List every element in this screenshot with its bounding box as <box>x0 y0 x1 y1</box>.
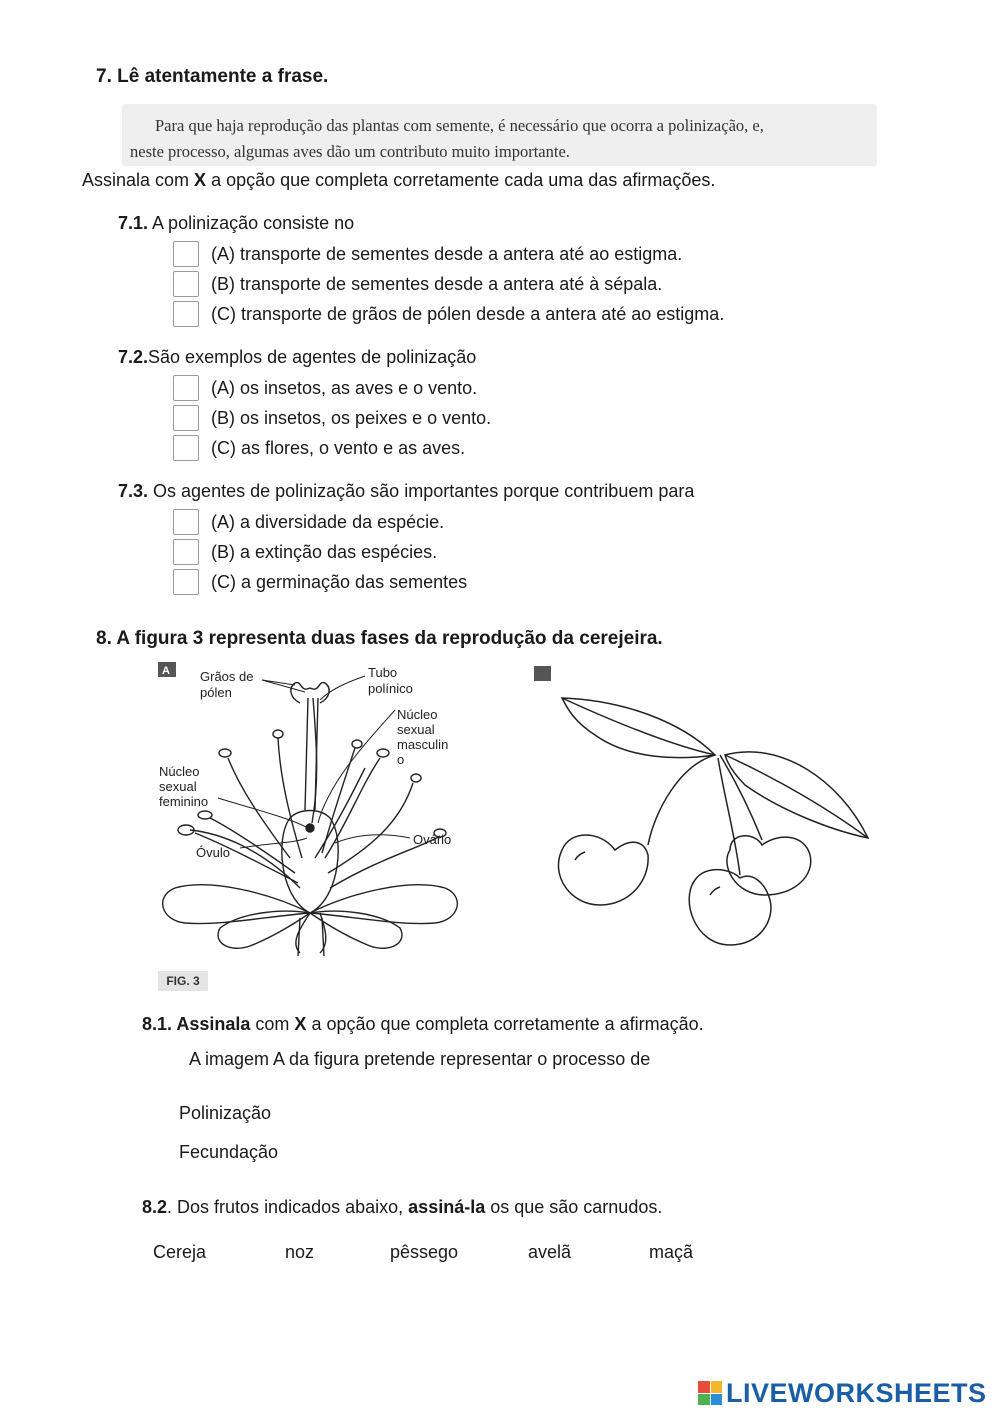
q7-3-option-c[interactable]: (C) a germinação das sementes <box>173 569 467 595</box>
cherries-drawing <box>530 660 875 960</box>
label-polinico: polínico <box>368 681 413 696</box>
fruit-option-cereja[interactable]: Cereja <box>153 1242 207 1262</box>
logo-text: LIVEWORKSHEETS <box>726 1377 987 1408</box>
checkbox[interactable] <box>173 271 199 297</box>
label-graos: Grãos de <box>200 669 254 684</box>
q7-1-option-b[interactable]: (B) transporte de sementes desde a antera até à sépala. <box>173 271 662 297</box>
flower-diagram <box>150 658 470 960</box>
fruit-option-maca[interactable]: maçã <box>649 1242 694 1262</box>
label-nucleo-m2: sexual <box>397 722 435 737</box>
label-ovulo: Óvulo <box>196 845 230 860</box>
q7-3-option-a[interactable]: (A) a diversidade da espécie. <box>173 509 444 535</box>
q8-1-prompt: 8.1. Assinala com X a opção que completa corretamente a afirmação. <box>142 1014 704 1034</box>
q7-2-prompt: 7.2.São exemplos de agentes de polinização <box>118 347 477 367</box>
q7-3-option-b[interactable]: (B) a extinção das espécies. <box>173 539 437 565</box>
fruit-option-pessego[interactable]: pêssego <box>390 1242 459 1262</box>
label-polen: pólen <box>200 685 232 700</box>
quote-box <box>122 104 877 166</box>
checkbox[interactable] <box>173 375 199 401</box>
q7-2-option-a[interactable]: (A) os insetos, as aves e o vento. <box>173 375 477 401</box>
q8-2-prompt: 8.2. Dos frutos indicados abaixo, assiná-la os que são carnudos. <box>142 1197 663 1217</box>
q7-1-option-c[interactable]: (C) transporte de grãos de pólen desde a antera até ao estigma. <box>173 301 724 327</box>
badge-b <box>534 666 551 681</box>
label-nucleo-f2: sexual <box>159 779 197 794</box>
checkbox[interactable] <box>173 405 199 431</box>
q8-1-statement: A imagem A da figura pretende representar o processo de <box>189 1049 651 1069</box>
fruit-option-avela[interactable]: avelã <box>528 1242 572 1262</box>
badge-a: A <box>162 665 170 677</box>
liveworksheets-logo <box>698 1378 987 1408</box>
checkbox[interactable] <box>173 509 199 535</box>
label-tubo: Tubo <box>368 665 398 680</box>
figure-caption: FIG. 3 <box>158 971 208 991</box>
fruit-option-noz[interactable]: noz <box>285 1242 315 1262</box>
checkbox[interactable] <box>173 569 199 595</box>
q7-1-prompt: 7.1. A polinização consiste no <box>118 213 355 233</box>
q7-title: 7. Lê atentamente a frase. <box>96 66 329 87</box>
checkbox[interactable] <box>173 435 199 461</box>
q7-instruction: Assinala com X a opção que completa corretamente cada uma das afirmações. <box>82 170 716 190</box>
label-nucleo-m4: o <box>397 752 405 767</box>
q7-3-prompt: 7.3. Os agentes de polinização são importantes porque contribuem para <box>118 481 695 501</box>
q8-1-option-fecundacao[interactable]: Fecundação <box>179 1142 279 1162</box>
q8-1-option-polinizacao[interactable]: Polinização <box>179 1103 272 1123</box>
q7-1-option-a[interactable]: (A) transporte de sementes desde a antera até ao estigma. <box>173 241 682 267</box>
label-nucleo-f3: feminino <box>159 794 209 809</box>
quote-line-1: Para que haja reprodução das plantas com semente, é necessário que ocorra a polinização, e, <box>155 116 764 135</box>
q7-2-option-c[interactable]: (C) as flores, o vento e as aves. <box>173 435 465 461</box>
label-ovario: Ovário <box>413 832 452 847</box>
label-nucleo-f1: Núcleo <box>159 764 200 779</box>
checkbox[interactable] <box>173 241 199 267</box>
q7-2-option-b[interactable]: (B) os insetos, os peixes e o vento. <box>173 405 491 431</box>
label-nucleo-m1: Núcleo <box>397 707 438 722</box>
checkbox[interactable] <box>173 539 199 565</box>
label-nucleo-m3: masculin <box>397 737 449 752</box>
logo-cube-icon <box>698 1381 722 1405</box>
quote-line-2: neste processo, algumas aves dão um contributo muito importante. <box>130 142 570 161</box>
checkbox[interactable] <box>173 301 199 327</box>
q8-title: 8. A figura 3 representa duas fases da reprodução da cerejeira. <box>96 628 663 649</box>
